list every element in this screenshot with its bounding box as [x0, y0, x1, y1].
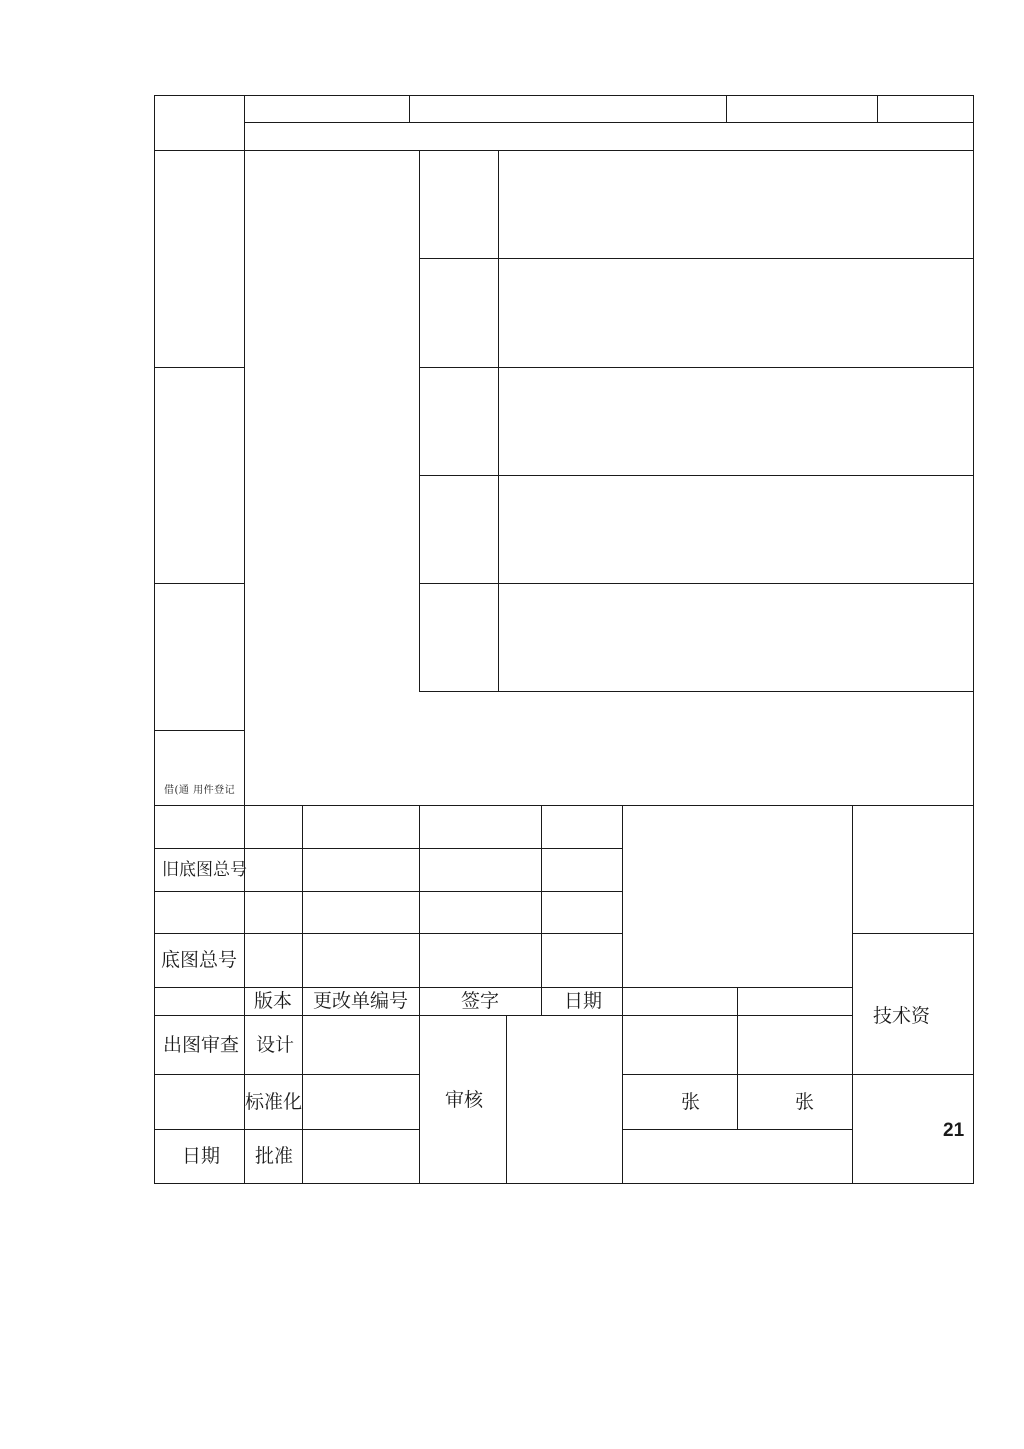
old-drawing-total-no-label: 旧底图总号 — [162, 860, 247, 880]
header-divider — [244, 122, 974, 123]
border-bottom — [154, 1183, 974, 1184]
lower-row-7 — [154, 1129, 420, 1130]
lower-section-top — [154, 805, 974, 806]
lower-row-5 — [154, 1015, 853, 1016]
lower-row-6 — [154, 1074, 420, 1075]
lower-col-4 — [506, 1015, 507, 1184]
change-order-no-header: 更改单编号 — [313, 990, 409, 1012]
approve-label: 批准 — [255, 1145, 294, 1167]
grid-col-b — [498, 150, 499, 691]
lower-col-3 — [541, 805, 542, 1016]
header-col-3 — [877, 95, 878, 123]
lower-col-6 — [737, 987, 738, 1130]
date-header: 日期 — [564, 990, 603, 1012]
grid-row-3 — [419, 475, 974, 476]
header-col-1 — [409, 95, 410, 123]
drawing-total-no-label: 底图总号 — [161, 949, 238, 971]
sheet-label-b: 张 — [795, 1091, 815, 1113]
lower-row-2 — [154, 891, 623, 892]
border-left — [154, 95, 155, 1184]
grid-col-a — [419, 150, 420, 691]
lower-row-3-right — [852, 933, 974, 934]
side-note-label: 借(通 用件登记 — [164, 785, 236, 796]
lower-col-1 — [302, 805, 303, 1184]
lower-col-2 — [419, 805, 420, 1184]
date-label-bottom: 日期 — [182, 1145, 221, 1167]
border-top — [154, 95, 974, 96]
grid-row-5 — [419, 691, 974, 692]
header-col-2 — [726, 95, 727, 123]
lower-row-4 — [154, 987, 853, 988]
drawing-review-label: 出图审查 — [163, 1034, 240, 1056]
lower-row-3 — [154, 933, 623, 934]
grid-row-1 — [419, 258, 974, 259]
lower-col-5 — [622, 805, 623, 1184]
version-header: 版本 — [254, 990, 293, 1012]
left-column-divider — [244, 95, 245, 1184]
review-label: 审核 — [445, 1089, 484, 1111]
left-row-1 — [154, 367, 245, 368]
page-number: 21 — [943, 1120, 965, 1141]
signature-header: 签字 — [461, 990, 500, 1012]
lower-row-6-right — [622, 1074, 974, 1075]
left-row-3 — [154, 730, 245, 731]
lower-col-7 — [852, 805, 853, 1184]
design-label: 设计 — [256, 1034, 295, 1056]
tech-doc-label: 技术资 — [873, 1005, 931, 1027]
lower-row-1 — [154, 848, 623, 849]
standardization-label: 标准化 — [245, 1091, 303, 1113]
grid-row-4 — [419, 583, 974, 584]
sheet-label-a: 张 — [681, 1091, 701, 1113]
left-row-2 — [154, 583, 245, 584]
header-bottom — [154, 150, 974, 151]
grid-row-2 — [419, 367, 974, 368]
